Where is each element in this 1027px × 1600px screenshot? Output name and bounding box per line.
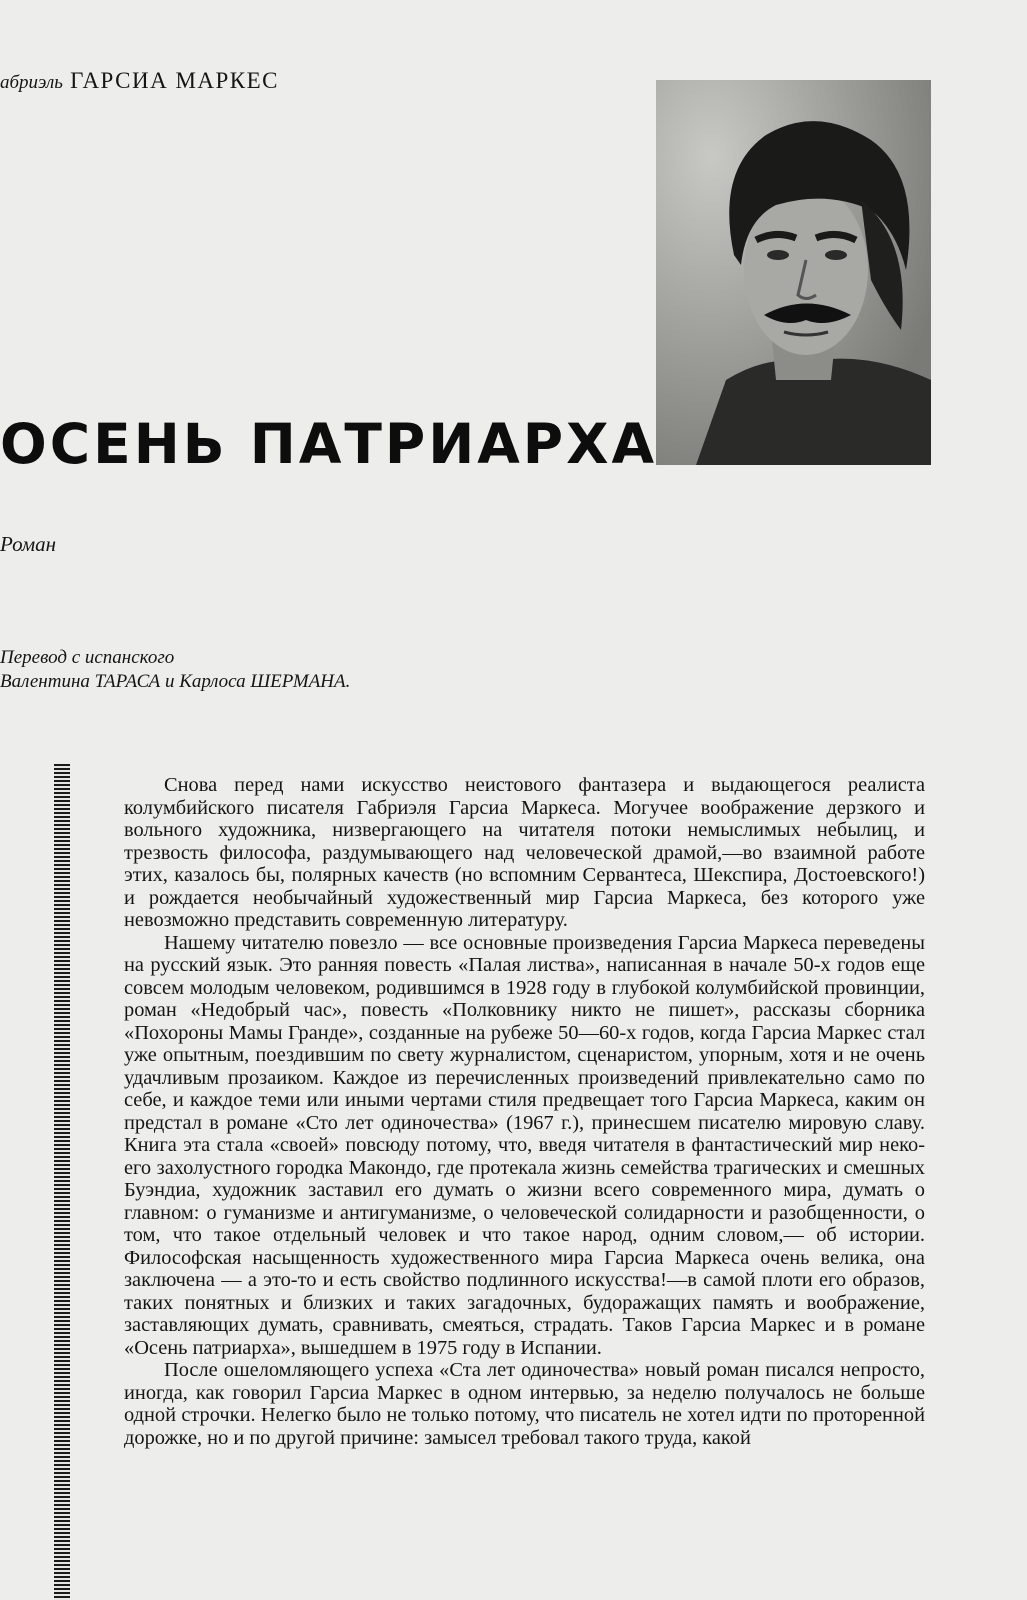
genre-label: Роман xyxy=(0,532,57,556)
decorative-margin-rule xyxy=(54,764,70,1600)
author-portrait xyxy=(656,80,931,465)
translation-line-2: Валентина ТАРАСА и Карлоса ШЕРМАНА. xyxy=(0,671,351,692)
article-paragraph: Нашему читателю повезло — все основные произведения Гарсиа Маркеса переведены на русский язык. Это ранняя повесть «Палая листва», написанная в начале 50-х годов еще совсем молодым человеком, родившимся в 1928 году в глубокой колумбийской провинции, роман «Недобрый час», повесть «Полковнику никто не пишет», рассказы сборника «Похороны Мамы Гранде», созданные на рубеже 50—60-х годов, когда Гарсиа Маркес стал уже опытным, поездившим по свету журналистом, сценаристом, упорным, хотя и не очень удачливым прозаиком. Каждое из перечисленных произведений привлекательно само по себе, и каждое теми или иными чертами стиля предвещает того Гарсиа Маркеса, каким он предстал в романе «Сто лет одиночества» (1967 г.), принесшем писателю мировую славу. Книга эта стала «своей» повсюду потому, что, введя читателя в фантастический мир некоего захолустного городка Макондо, где протекала жизнь семейства трагических и смешных Буэндиа, художник заставил его думать о жизни всего современного мира, думать о главном: о гуманизме и антигуманизме, о человеческой солидарности и разобщенности, о том, что такое отдельный человек и что такое народ, одним словом,— об истории. Философская насыщенность художественного мира Гарсиа Маркеса очень велика, она заключена — а это-то и есть свойство подлинного искусства!—в самой плоти его образов, таких понятных и близких и таких загадочных, будоражащих память и воображение, заставляющих думать, сравнивать, смеяться, страдать. Таков Гарсиа Маркес и в романе «Осень патриарха», вышедшем в 1975 году в Испании. xyxy=(124,931,925,1359)
article-paragraph: Снова перед нами искусство неистового фантазера и выдающегося реалиста колумбийского писателя Габриэля Гарсиа Маркеса. Могучее воображение дерзкого и вольного художника, низвергающего на читателя потоки немыслимых небылиц, и трезвость философа, раздумывающего над человеческой драмой,—во взаимной работе этих, казалось бы, полярных качеств (но вспомним Сервантеса, Шекспира, Достоевского!) и рождается необычайный художественный мир Гарсиа Маркеса, без которого уже невозможно представить современную литературу. xyxy=(124,774,925,931)
introduction-article xyxy=(124,774,925,1449)
translation-line-1: Перевод с испанского xyxy=(0,647,175,668)
author-name xyxy=(0,68,279,94)
translation-credit xyxy=(0,646,350,694)
article-paragraph: После ошеломляющего успеха «Ста лет одиночества» новый роман писался непросто, иногда, как говорил Гарсиа Маркес в одном интервью, за неделю получалось не больше одной строчки. Нелегко было не только потому, что писатель не хотел идти по проторенной дорожке, но и по другой причине: замысел требовал такого труда, какой xyxy=(124,1359,925,1449)
author-last-name: ГАРСИА МАРКЕС xyxy=(70,68,280,93)
novel-title: ОСЕНЬ ПАТРИАРХА xyxy=(0,412,658,476)
author-first-name: абриэль xyxy=(0,72,63,93)
